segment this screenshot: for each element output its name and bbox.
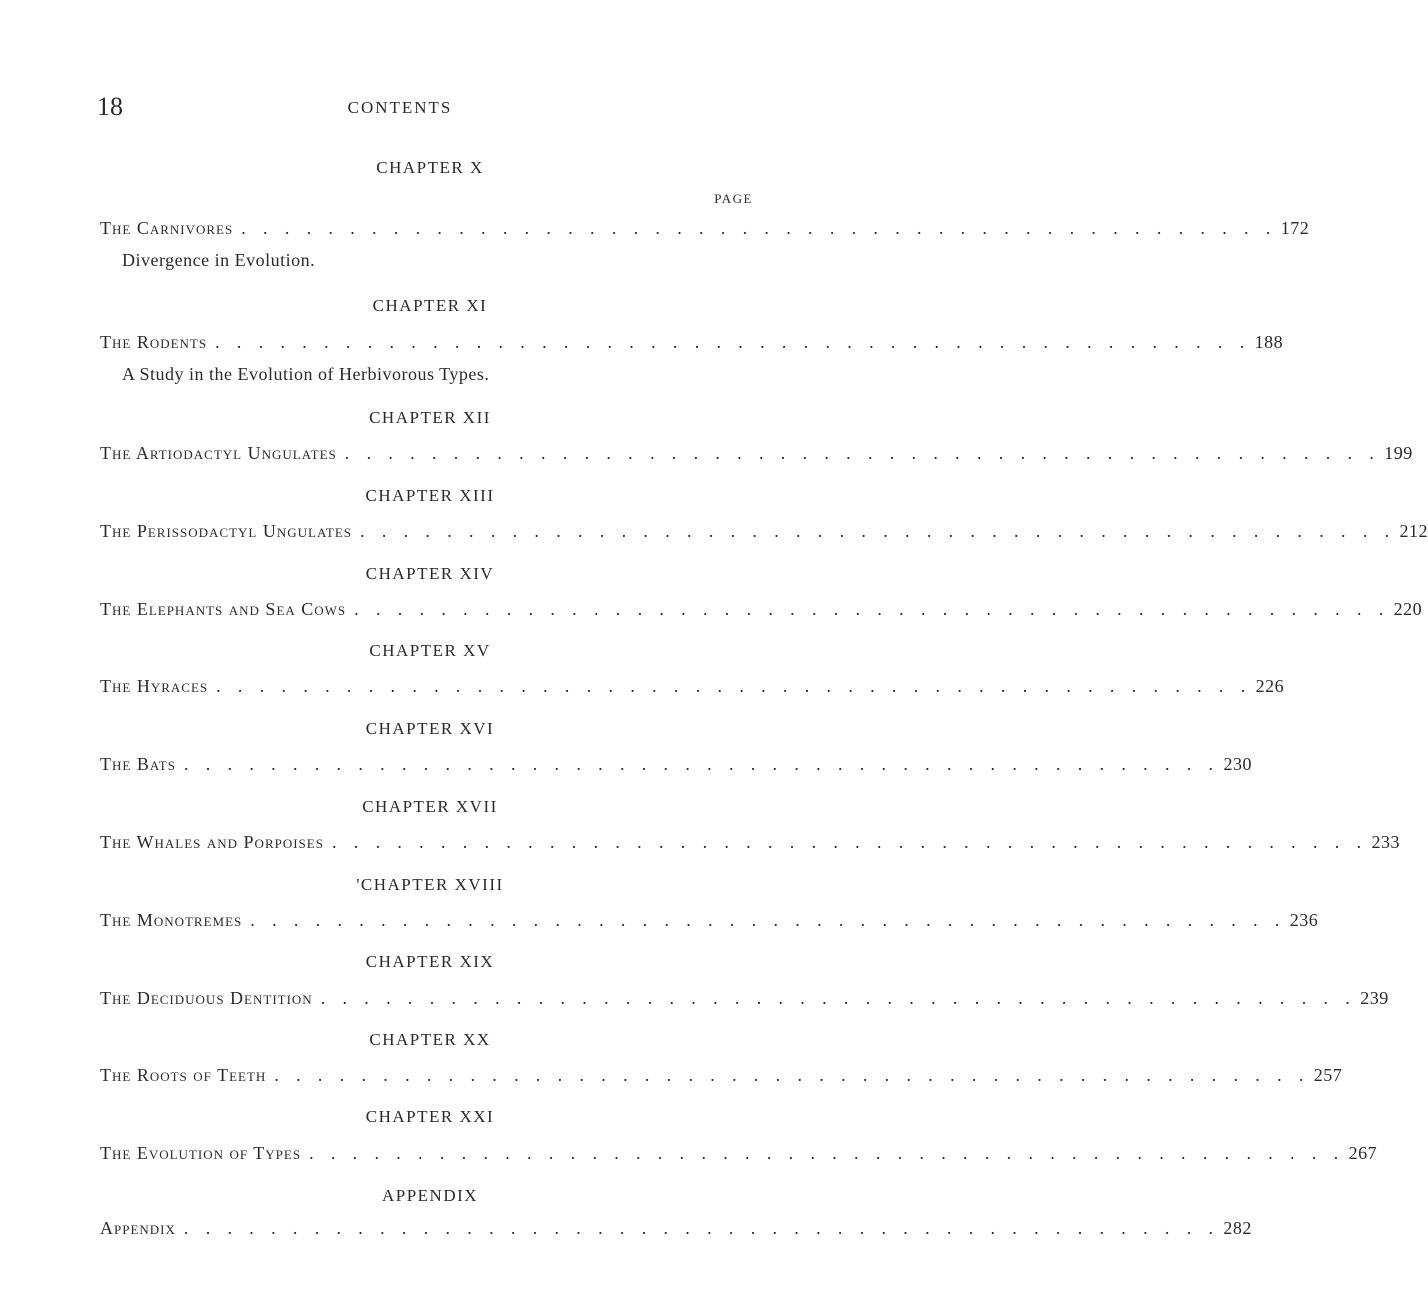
entry-subtitle: A Study in the Evolution of Herbivorous Types. <box>122 364 490 384</box>
entry-title: The Rodents <box>100 332 208 352</box>
dot-leader: . . . . . . . . . . . . . . . . . . . . . . . . . . . . . . . . . . . . . . . . . . . . . . . . <box>360 521 1396 541</box>
running-head: CONTENTS <box>347 98 453 117</box>
entry-title: The Whales and Porpoises <box>100 832 324 852</box>
chapter-heading: CHAPTER XII <box>369 408 491 427</box>
entry-title: The Hyraces <box>100 676 209 696</box>
toc-entry[interactable] <box>100 1065 1343 1086</box>
entry-page-number: 212 <box>1399 521 1428 541</box>
toc-entry[interactable] <box>100 754 1252 775</box>
chapter-heading: CHAPTER XV <box>369 641 491 660</box>
entry-page-number: 239 <box>1360 988 1389 1008</box>
dot-leader: . . . . . . . . . . . . . . . . . . . . . . . . . . . . . . . . . . . . . . . . . . . . . . . . <box>331 832 1368 852</box>
entry-title: The Perissodactyl Ungulates <box>100 521 353 541</box>
toc-entry[interactable] <box>100 218 1310 239</box>
entry-title: The Monotremes <box>100 910 243 930</box>
dot-leader: . . . . . . . . . . . . . . . . . . . . . . . . . . . . . . . . . . . . . . . . . . . . . . . . <box>274 1065 1310 1085</box>
entry-page-number: 236 <box>1289 910 1319 930</box>
chapter-heading: CHAPTER XI <box>372 296 488 315</box>
chapter-heading: CHAPTER X <box>376 158 484 177</box>
entry-title: The Deciduous Dentition <box>100 988 313 1008</box>
toc-entry[interactable] <box>100 599 1423 620</box>
toc-entry[interactable] <box>100 832 1400 853</box>
entry-page-number: 188 <box>1254 332 1284 352</box>
chapter-heading: CHAPTER XVII <box>362 797 498 816</box>
chapter-heading: CHAPTER XXI <box>365 1107 495 1126</box>
chapter-heading: CHAPTER XIX <box>365 952 495 971</box>
entry-title: The Artiodactyl Ungulates <box>100 443 337 463</box>
entry-page-number: 226 <box>1255 676 1285 696</box>
dot-leader: . . . . . . . . . . . . . . . . . . . . . . . . . . . . . . . . . . . . . . . . . . . . . . . . <box>250 910 1286 930</box>
toc-entry[interactable] <box>100 1218 1252 1239</box>
entry-title: Appendix <box>100 1218 176 1238</box>
entry-title: The Bats <box>100 754 176 774</box>
entry-page-number: 267 <box>1348 1143 1378 1163</box>
dot-leader: . . . . . . . . . . . . . . . . . . . . . . . . . . . . . . . . . . . . . . . . . . . . . . . . <box>215 332 1251 352</box>
dot-leader: . . . . . . . . . . . . . . . . . . . . . . . . . . . . . . . . . . . . . . . . . . . . . . . . <box>183 754 1220 774</box>
toc-entry[interactable] <box>100 521 1428 542</box>
toc-entry[interactable] <box>100 1143 1378 1164</box>
chapter-heading: APPENDIX <box>381 1186 479 1205</box>
entry-page-number: 172 <box>1280 218 1310 238</box>
entry-title: The Evolution of Types <box>100 1143 302 1163</box>
dot-leader: . . . . . . . . . . . . . . . . . . . . . . . . . . . . . . . . . . . . . . . . . . . . . . . . <box>344 443 1381 463</box>
entry-page-number: 233 <box>1371 832 1400 852</box>
page-number: 18 <box>97 92 123 121</box>
dot-leader: . . . . . . . . . . . . . . . . . . . . . . . . . . . . . . . . . . . . . . . . . . . . . . . . <box>320 988 1357 1008</box>
dot-leader: . . . . . . . . . . . . . . . . . . . . . . . . . . . . . . . . . . . . . . . . . . . . . . . . <box>183 1218 1220 1238</box>
chapter-heading: CHAPTER XVI <box>365 719 495 738</box>
entry-title: The Elephants and Sea Cows <box>100 599 347 619</box>
entry-page-number: 282 <box>1223 1218 1252 1238</box>
entry-page-number: 220 <box>1393 599 1423 619</box>
toc-entry[interactable] <box>100 988 1389 1009</box>
chapter-heading: CHAPTER XIII <box>365 486 495 505</box>
entry-subtitle: Divergence in Evolution. <box>122 250 316 270</box>
dot-leader: . . . . . . . . . . . . . . . . . . . . . . . . . . . . . . . . . . . . . . . . . . . . . . . . <box>241 218 1277 238</box>
dot-leader: . . . . . . . . . . . . . . . . . . . . . . . . . . . . . . . . . . . . . . . . . . . . . . . . <box>354 599 1390 619</box>
dot-leader: . . . . . . . . . . . . . . . . . . . . . . . . . . . . . . . . . . . . . . . . . . . . . . . . <box>216 676 1252 696</box>
entry-page-number: 199 <box>1384 443 1413 463</box>
entry-page-number: 230 <box>1223 754 1252 774</box>
chapter-heading: CHAPTER XX <box>369 1030 491 1049</box>
toc-entry[interactable] <box>100 332 1284 353</box>
toc-entry[interactable] <box>100 443 1413 464</box>
toc-entry[interactable] <box>100 910 1319 931</box>
page-column-label: PAGE <box>714 191 753 206</box>
toc-entry[interactable] <box>100 676 1285 697</box>
entry-title: The Roots of Teeth <box>100 1065 267 1085</box>
chapter-heading: CHAPTER XIV <box>365 564 495 583</box>
entry-title: The Carnivores <box>100 218 234 238</box>
dot-leader: . . . . . . . . . . . . . . . . . . . . . . . . . . . . . . . . . . . . . . . . . . . . . . . . <box>309 1143 1345 1163</box>
chapter-heading: 'CHAPTER XVIII <box>356 875 504 894</box>
entry-page-number: 257 <box>1313 1065 1343 1085</box>
